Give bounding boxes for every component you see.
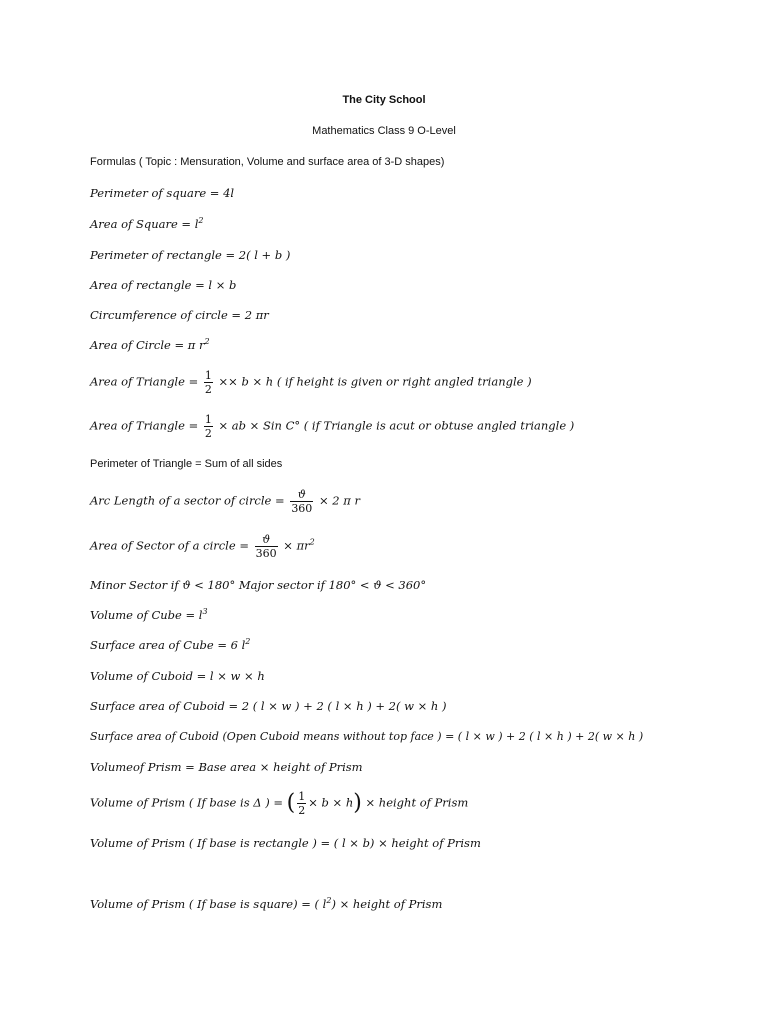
formula-area-rectangle: Area of rectangle = l × b	[90, 278, 237, 292]
subject-title: Mathematics Class 9 O-Level	[312, 125, 456, 137]
formula-volume-prism-square: Volume of Prism ( If base is square) = ( $l^2$) × height of Prism	[90, 896, 443, 911]
formula-area-triangle-1: Area of Triangle = $\frac{1}{2}$ ×× b × h ( if height is given or right angled triangle )	[90, 369, 532, 396]
formula-arc-length: Arc Length of a sector of circle = $\frac{ϑ}{360}$ × 2 π r	[90, 488, 360, 515]
formula-perimeter-rectangle: Perimeter of rectangle = 2( l + b )	[90, 248, 291, 262]
fraction-half: $\frac{1}{2}$	[204, 369, 212, 396]
formula-volume-prism: Volumeof Prism = Base area × height of Prism	[90, 760, 363, 774]
formula-area-circle: Area of Circle = π $r^2$	[90, 337, 210, 352]
topic-heading: Formulas ( Topic : Mensuration, Volume and surface area of 3-D shapes)	[90, 156, 445, 168]
school-title: The City School	[342, 94, 426, 106]
formula-volume-prism-rectangle: Volume of Prism ( If base is rectangle ) = ( l × b) × height of Prism	[90, 836, 481, 850]
fraction-theta-360: $\frac{ϑ}{360}$	[255, 533, 277, 560]
formula-volume-cuboid: Volume of Cuboid = l × w × h	[90, 669, 265, 683]
formula-area-square: Area of Square = $l^2$	[90, 216, 204, 231]
fraction-half: $\frac{1}{2}$	[298, 790, 306, 817]
formula-surface-cube: Surface area of Cube = 6 $l^2$	[90, 637, 251, 652]
formula-circumference: Circumference of circle = 2 πr	[90, 308, 269, 322]
formula-perimeter-square: Perimeter of square = 4l	[90, 186, 235, 200]
fraction-theta-360: $\frac{ϑ}{360}$	[291, 488, 313, 515]
formula-volume-prism-triangle: Volume of Prism ( If base is Δ ) = ( $\frac{1}{2}$ × b × h) × height of Prism	[90, 790, 469, 817]
formula-area-triangle-2: Area of Triangle = $\frac{1}{2}$ × ab × Sin C° ( if Triangle is acut or obtuse angled triangle )	[90, 413, 575, 440]
formula-surface-cuboid: Surface area of Cuboid = 2 ( l × w ) + 2 ( l × h ) + 2( w × h )	[90, 699, 447, 713]
formula-minor-major-sector: Minor Sector if ϑ < 180° Major sector if 180° < ϑ < 360°	[90, 578, 427, 592]
formula-volume-cube: Volume of Cube = $l^3$	[90, 607, 208, 622]
formula-surface-open-cuboid: Surface area of Cuboid (Open Cuboid means without top face ) = ( l × w ) + 2 ( l × h ) + 2( w × h )	[90, 730, 644, 743]
formula-perimeter-triangle: Perimeter of Triangle = Sum of all sides	[90, 458, 283, 470]
fraction-half: $\frac{1}{2}$	[204, 413, 212, 440]
formula-sector-area: Area of Sector of a circle = $\frac{ϑ}{360}$ × $\pi r^2$	[90, 533, 315, 560]
